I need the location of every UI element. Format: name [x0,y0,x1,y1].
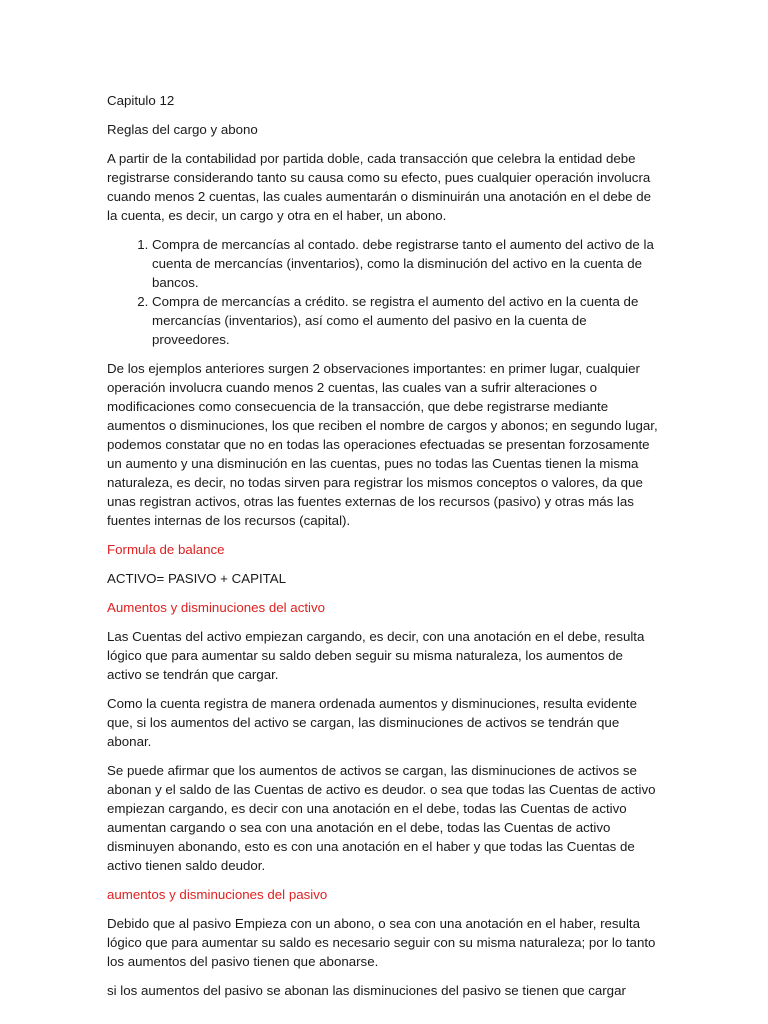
activo-paragraph-2: Como la cuenta registra de manera ordenada aumentos y disminuciones, resulta evidente que, si los aumentos del activo se cargan, las disminuciones de activos se tendrán que abonar. [107,696,637,749]
document-title: Reglas del cargo y abono [107,122,258,137]
document-page [107,91,659,1010]
intro-paragraph: A partir de la contabilidad por partida doble, cada transacción que celebra la entidad debe registrarse considerando tanto su causa como su efecto, pues cualquier operación involucra cuando menos 2 cuentas, las cuales aumentarán o disminuirán una anotación en el debe de la cuenta, es decir, un cargo y otra en el haber, un abono. [107,151,652,223]
list-item: 1. Compra de mercancías al contado. debe registrarse tanto el aumento del activo de la cuenta de mercancías (inventarios), como la disminución del activo en la cuenta de bancos. [152,235,659,292]
section-heading-formula: Formula de balance [107,542,225,557]
chapter-label: Capitulo 12 [107,93,175,108]
balance-formula: ACTIVO= PASIVO + CAPITAL [107,571,287,586]
activo-paragraph-1: Las Cuentas del activo empiezan cargando, es decir, con una anotación en el debe, resulta lógico que para aumentar su saldo deben seguir su misma naturaleza, los aumentos de activo se tendrán que cargar. [107,629,645,682]
examples-list [107,235,659,349]
observations-paragraph: De los ejemplos anteriores surgen 2 observaciones importantes: en primer lugar, cualquier operación involucra cuando menos 2 cuentas, las cuales van a sufrir alteraciones o modificaciones como consecuencia de la transacción, que debe registrarse mediante aumentos o disminuciones, los que reciben el nombre de cargos y abonos; en segundo lugar, podemos constatar que no en todas las operaciones efectuadas se presentan forzosamente un aumento y una disminución en las cuentas, pues no todas las Cuentas tienen la misma naturaleza, es decir, no todas sirven para registrar los mismos conceptos o valores, da que unas registran activos, otras las fuentes externas de los recursos (pasivo) y otras más las fuentes internas de los recursos (capital). [107,361,658,528]
section-heading-pasivo: aumentos y disminuciones del pasivo [107,887,328,902]
section-heading-activo: Aumentos y disminuciones del activo [107,600,326,615]
pasivo-paragraph-2: si los aumentos del pasivo se abonan las disminuciones del pasivo se tienen que cargar [107,983,626,998]
pasivo-paragraph-1: Debido que al pasivo Empieza con un abono, o sea con una anotación en el haber, resulta lógico que para aumentar su saldo es necesario seguir con su misma naturaleza; por lo tanto los aumentos del pasivo tienen que abonarse. [107,916,656,969]
activo-paragraph-3: Se puede afirmar que los aumentos de activos se cargan, las disminuciones de activos se abonan y el saldo de las Cuentas de activo es deudor. o sea que todas las Cuentas de activo empiezan cargando, es decir con una anotación en el debe, todas las Cuentas de activo aumentan cargando o sea con una anotación en el debe, todas las Cuentas de activo disminuyen abonando, esto es con una anotación en el haber y que todas las Cuentas de activo tienen saldo deudor. [107,763,656,873]
list-item: 2. Compra de mercancías a crédito. se registra el aumento del activo en la cuenta de mercancías (inventarios), así como el aumento del pasivo en la cuenta de proveedores. [152,292,659,349]
